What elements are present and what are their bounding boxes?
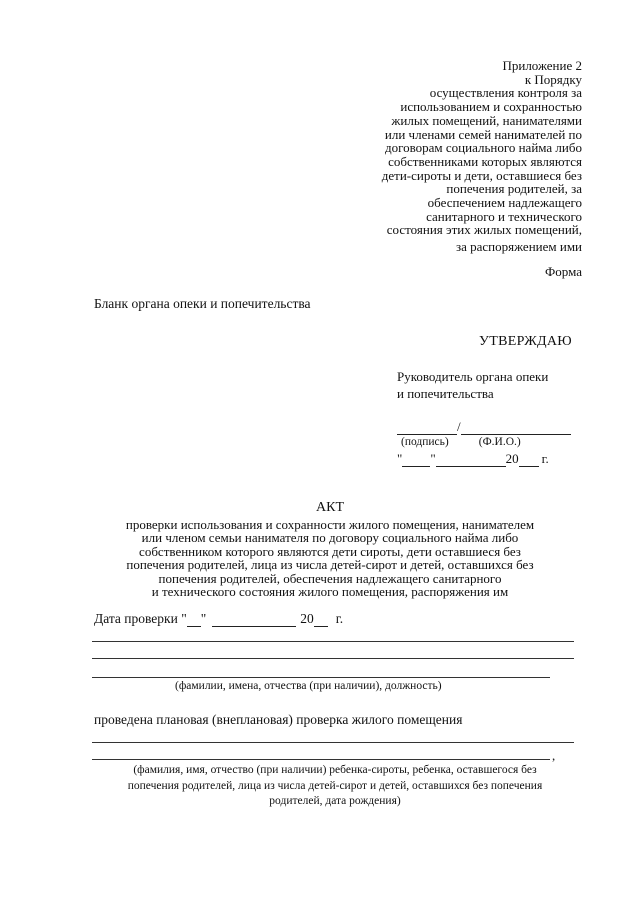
approval-title: УТВЕРЖДАЮ: [479, 334, 572, 349]
check-year-field[interactable]: [314, 613, 328, 627]
signature-row: [397, 420, 575, 435]
act-description-line: попечения родителей, обеспечения надлежащего санитарного: [158, 570, 502, 586]
act-description-line: собственником которого являются дети сироты, дети оставшиеся без: [139, 543, 521, 559]
appendix-line: за распоряжением ими: [455, 239, 582, 255]
child-line-comma: ,: [552, 748, 556, 763]
signature-slash: /: [457, 419, 461, 434]
act-description-line: проверки использования и сохранности жилого помещения, нанимателем: [125, 517, 535, 532]
check-date-row: [94, 611, 343, 627]
approval-year-field[interactable]: [519, 453, 539, 467]
head-title-line: Руководитель органа опеки: [397, 369, 549, 384]
inspectors-line-2[interactable]: [92, 658, 574, 659]
signature-block: [397, 420, 575, 467]
inspectors-line-1[interactable]: [92, 641, 574, 642]
conducted-label: проведена плановая (внеплановая) проверка жилого помещения: [94, 712, 463, 727]
approval-day-field[interactable]: [402, 453, 430, 467]
check-year-suffix: г.: [335, 611, 344, 626]
check-month-field[interactable]: [212, 613, 296, 627]
appendix-line: Приложение 2: [502, 58, 582, 73]
head-title-line: и попечительства: [397, 386, 494, 401]
signature-caption: (подпись): [401, 436, 449, 448]
appendix-line: попечения родителей, за: [446, 181, 582, 197]
authority-blank-label: Бланк органа опеки и попечительства: [94, 296, 311, 311]
check-day-field[interactable]: [187, 613, 201, 627]
child-caption-line: попечения родителей, лица из числа детей-сирот и детей, оставшихся без попечения: [127, 779, 543, 792]
act-description: [80, 518, 580, 598]
appendix-line: к Порядку: [524, 71, 582, 87]
date-year-prefix: 20: [505, 451, 519, 466]
date-quote-open: ": [397, 451, 403, 466]
child-caption-line: (фамилия, имя, отчество (при наличии) ребенка-сироты, ребенка, оставшегося без: [133, 764, 537, 776]
appendix-line: санитарного и технического: [426, 208, 582, 224]
head-title: [397, 368, 548, 402]
appendix-line: осуществления контроля за: [429, 85, 582, 101]
child-caption: [90, 763, 580, 810]
date-year-suffix: г.: [541, 451, 549, 466]
appendix-line: дети-сироты и дети, оставшиеся без: [381, 167, 582, 183]
fio-field[interactable]: [461, 421, 571, 435]
signature-caption-row: [397, 436, 575, 450]
appendix-line: жилых помещений, нанимателями: [391, 112, 582, 128]
act-description-line: или членом семьи нанимателя по договору социального найма либо: [141, 530, 519, 546]
form-label: Форма: [545, 264, 582, 279]
check-date-label: Дата проверки ": [94, 611, 187, 626]
appendix-line: обеспечением надлежащего: [427, 195, 582, 211]
approval-date-row: [397, 451, 575, 467]
date-quote-close: ": [430, 451, 436, 466]
approval-month-field[interactable]: [436, 453, 506, 467]
inspectors-line-3[interactable]: [92, 677, 550, 678]
child-caption-line: родителей, дата рождения): [269, 795, 401, 807]
inspectors-caption: (фамилии, имена, отчества (при наличии), должность): [175, 680, 442, 692]
signature-field[interactable]: [397, 421, 457, 435]
act-description-line: и технического состояния жилого помещения, распоряжения им: [151, 584, 509, 600]
appendix-line: использованием и сохранностью: [400, 99, 582, 115]
act-description-line: попечения родителей, лица из числа детей-сирот и детей, оставшихся без: [126, 557, 534, 573]
appendix-header: [282, 59, 582, 254]
check-year-prefix: 20: [300, 611, 314, 626]
act-heading: [80, 500, 580, 598]
appendix-line: или членами семей нанимателей по: [384, 126, 582, 142]
fio-caption: (Ф.И.О.): [478, 436, 521, 448]
appendix-line: состояния этих жилых помещений,: [386, 222, 582, 238]
appendix-line: собственниками которых являются: [388, 153, 582, 169]
check-date-quote-close: ": [200, 611, 207, 626]
child-line-1[interactable]: [92, 742, 574, 743]
child-line-2[interactable]: [92, 759, 550, 760]
appendix-line: договорам социального найма либо: [384, 140, 582, 156]
act-title: АКТ: [316, 500, 344, 515]
